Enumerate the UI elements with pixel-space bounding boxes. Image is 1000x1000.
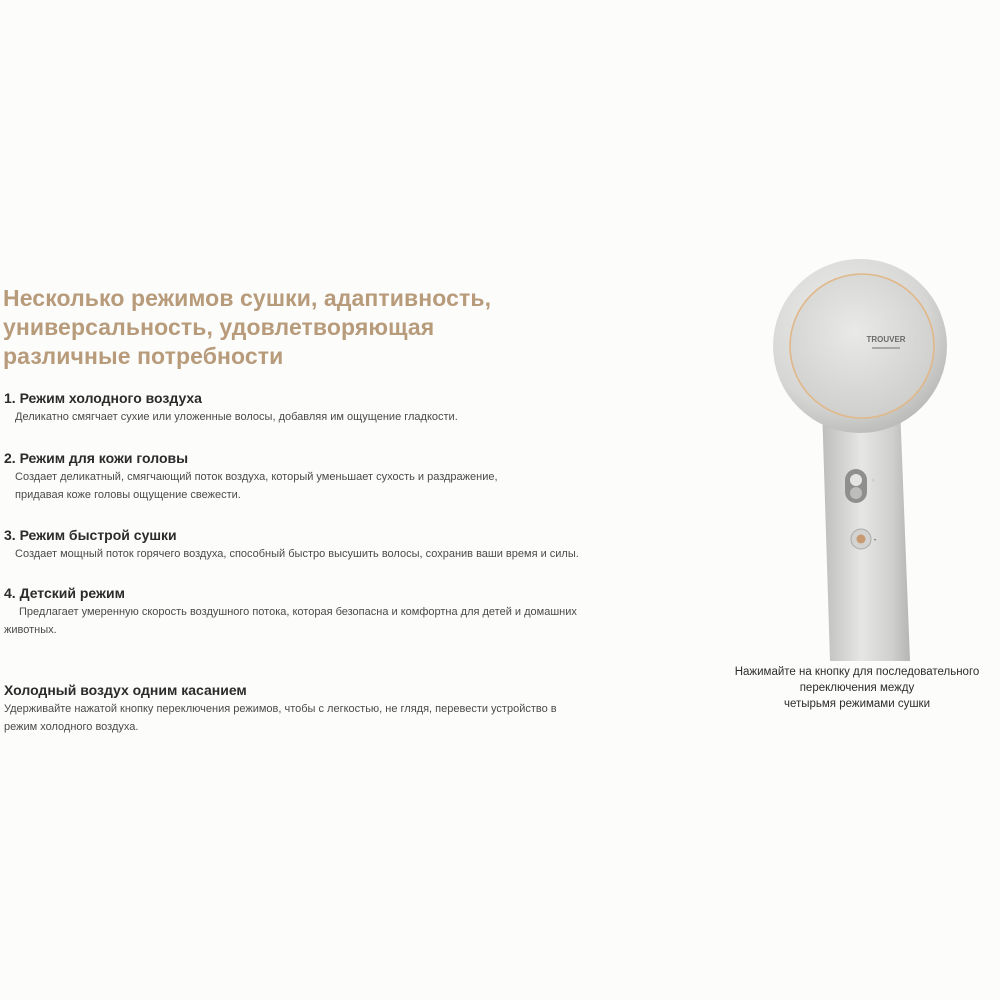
svg-text:⁘: ⁘ [871, 478, 876, 484]
mode-title: 3. Режим быстрой сушки [4, 527, 177, 543]
hair-dryer-image [760, 256, 960, 666]
mode-description: Деликатно смягчает сухие или уложенные волосы, добавляя им ощущение гладкости. [15, 411, 458, 423]
mode-cold-air [4, 389, 704, 426]
mode-description: животных. [4, 624, 57, 636]
brand-logo: TROUVER [866, 335, 906, 344]
mode-scalp [4, 449, 704, 504]
caption-line: Нажимайте на кнопку для последовательного [734, 666, 980, 678]
caption-line: переключения между [799, 682, 915, 694]
mode-title: 4. Детский режим [4, 585, 125, 601]
headline [3, 284, 563, 371]
mode-description: придавая коже головы ощущение свежести. [15, 489, 241, 501]
mode-description: Предлагает умеренную скорость воздушного потока, которая безопасна и комфортна для детей и домашних [19, 606, 577, 618]
cool-shot-description: режим холодного воздуха. [4, 721, 139, 733]
mode-description: Создает мощный поток горячего воздуха, способный быстро высушить волосы, сохранив ваши время и силы. [15, 548, 579, 560]
cool-shot-title: Холодный воздух одним касанием [4, 682, 247, 698]
mode-title: 2. Режим для кожи головы [4, 450, 189, 466]
headline-line-1: Несколько режимов сушки, адаптивность, [3, 285, 492, 311]
mode-description: Создает деликатный, смягчающий поток воздуха, который уменьшает сухость и раздражение, [15, 471, 498, 483]
mode-child [4, 584, 704, 639]
headline-line-3: различные потребности [3, 343, 284, 369]
svg-text:•: • [874, 538, 877, 544]
cool-shot-section [4, 681, 704, 736]
device-caption [716, 664, 998, 712]
mode-fast-dry [4, 526, 704, 563]
headline-line-2: универсальность, удовлетворяющая [3, 314, 435, 340]
mode-title: 1. Режим холодного воздуха [4, 390, 202, 406]
caption-line: четырьмя режимами сушки [783, 698, 931, 710]
cool-shot-description: Удерживайте нажатой кнопку переключения режимов, чтобы с легкостью, не глядя, перевести устройство в [4, 703, 557, 715]
